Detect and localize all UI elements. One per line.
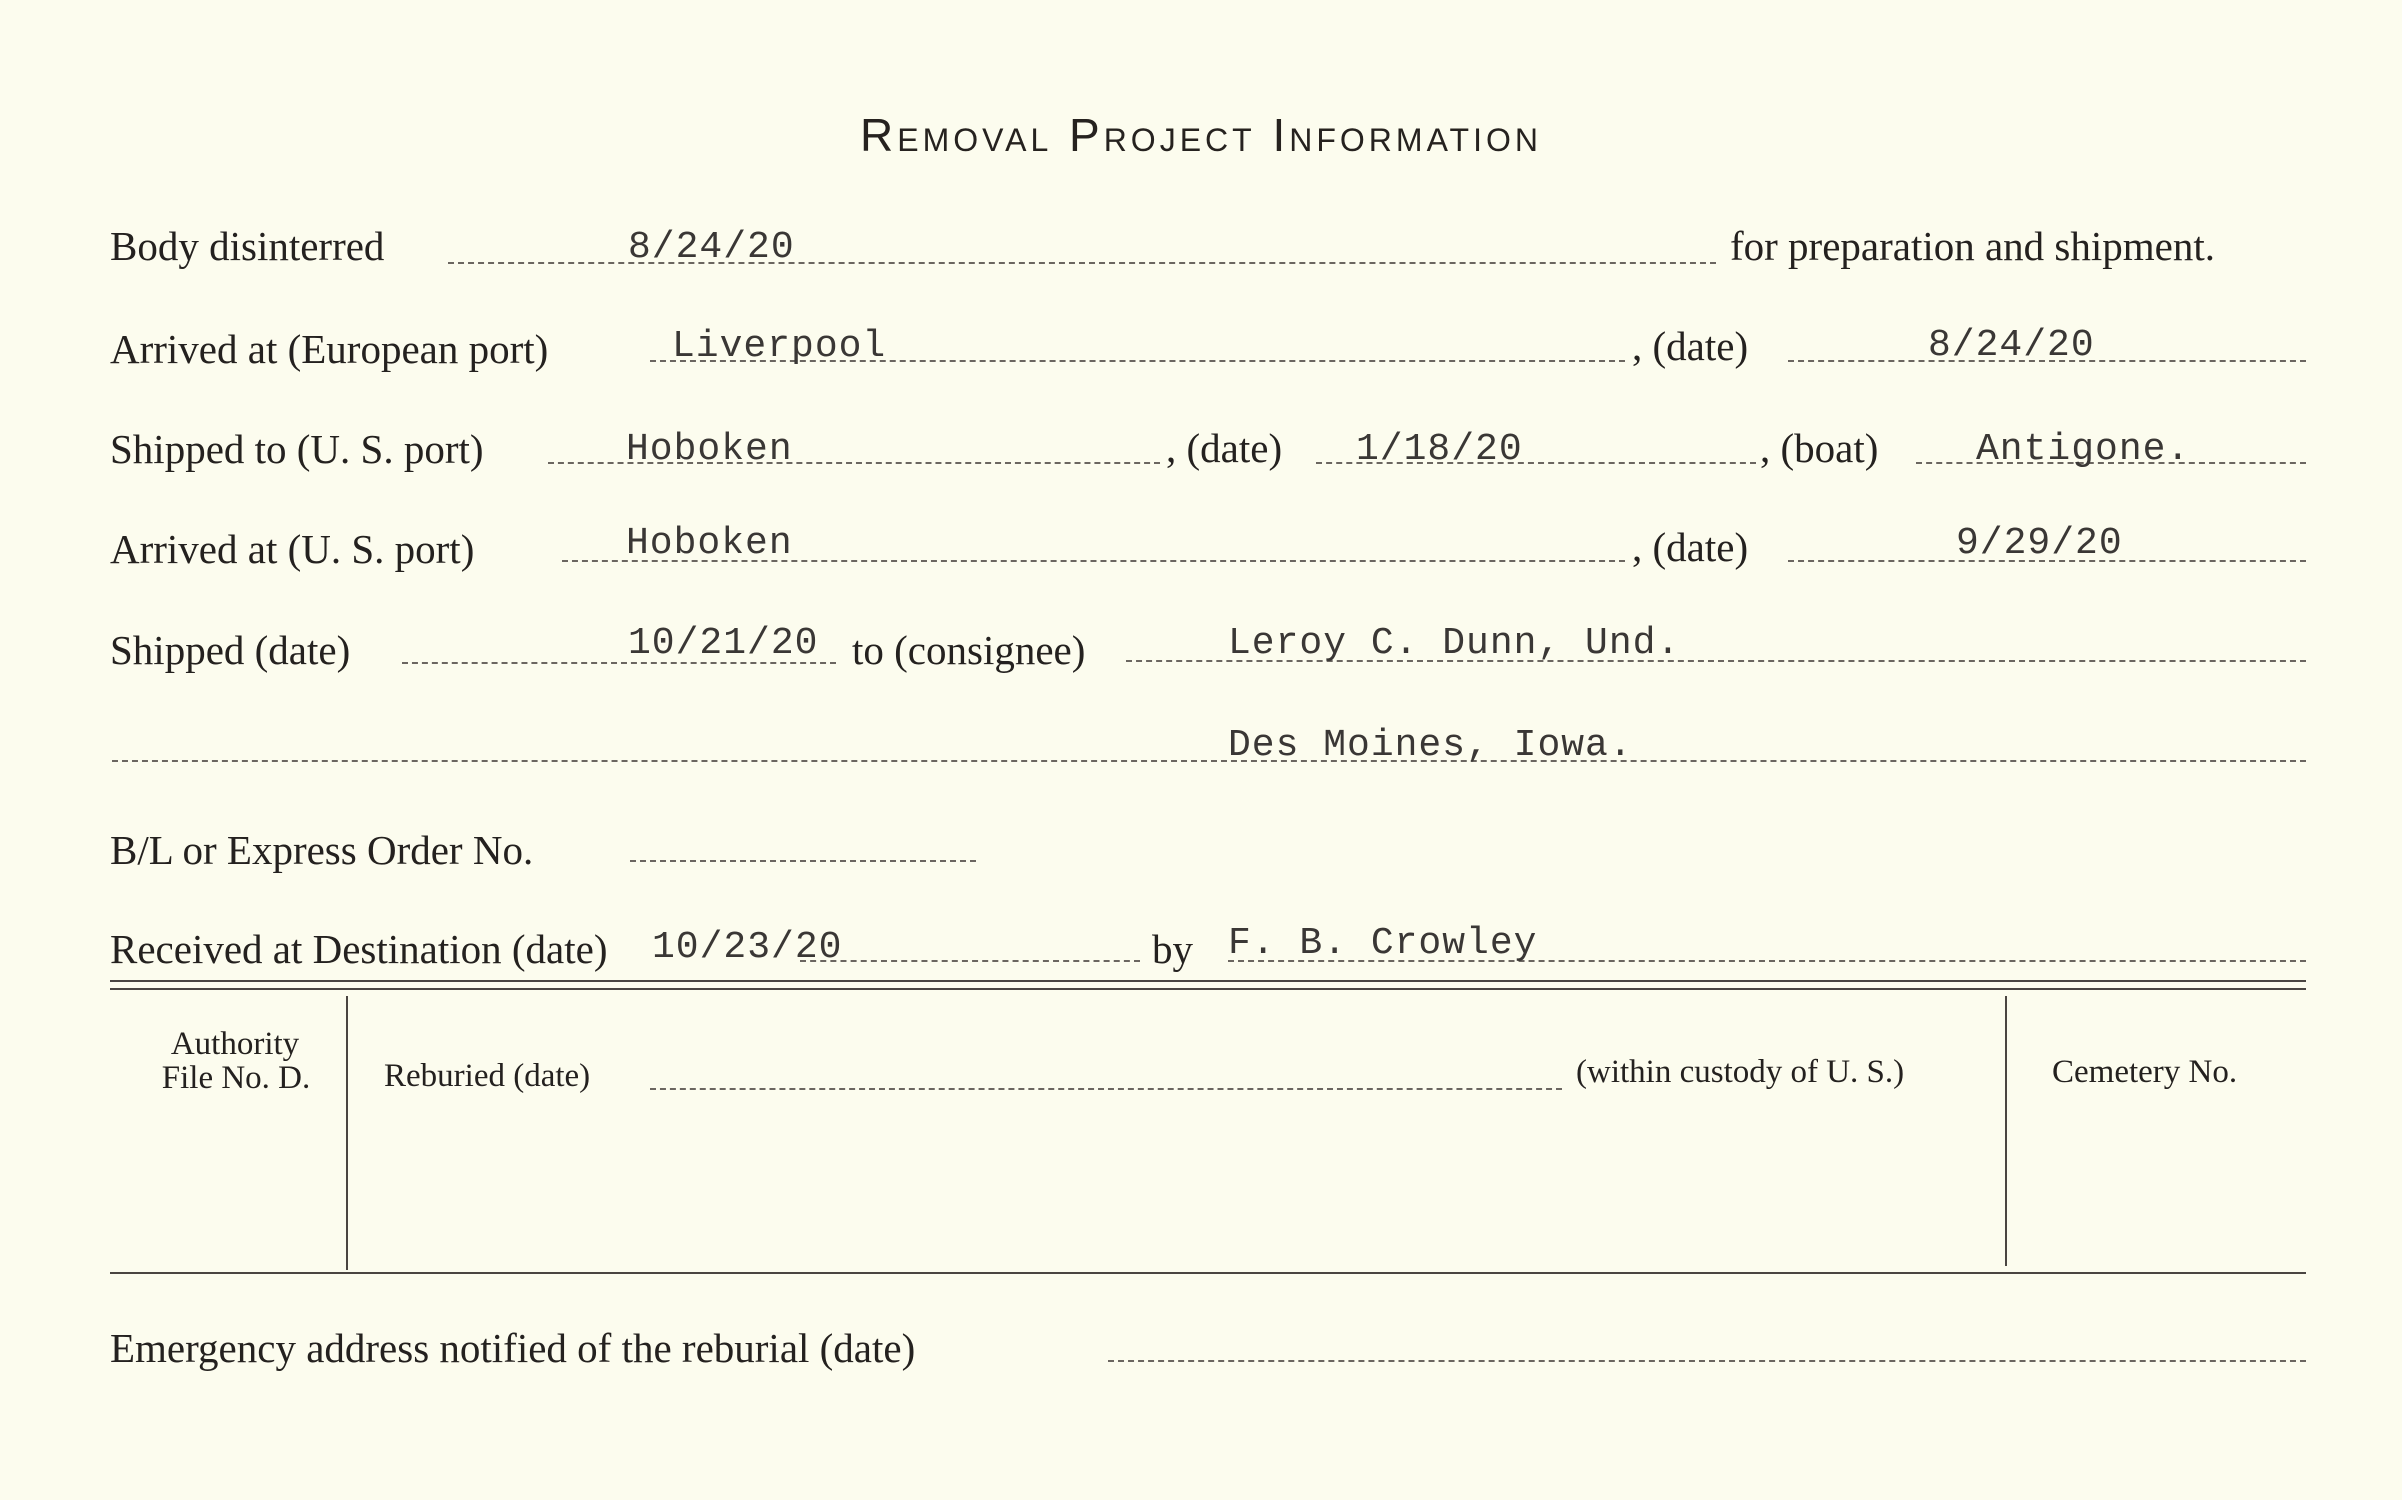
consignee-address-line: [112, 760, 2306, 762]
authority-label-line2: File No. D.: [161, 1060, 311, 1096]
boat-label: , (boat): [1760, 425, 1879, 471]
received-destination-label: Received at Destination (date): [110, 926, 608, 972]
european-date-value: 8/24/20: [1928, 324, 2095, 367]
us-port-shipped-value: Hoboken: [626, 428, 793, 471]
page-title: Removal Project Information: [860, 109, 1542, 161]
shipped-date-row-label: Shipped (date): [110, 627, 351, 673]
received-destination-value: 10/23/20: [652, 926, 843, 969]
shipped-date-row-value: 10/21/20: [628, 622, 819, 665]
european-date-label: , (date): [1632, 323, 1749, 369]
european-port-value: Liverpool: [672, 325, 887, 368]
consignee-label: to (consignee): [852, 627, 1086, 673]
european-port-label: Arrived at (European port): [110, 326, 549, 372]
cemetery-no-label: Cemetery No.: [2052, 1054, 2238, 1090]
preparation-shipment-label: for preparation and shipment.: [1730, 223, 2216, 269]
arrived-date-value: 9/29/20: [1956, 522, 2123, 565]
body-disinterred-value: 8/24/20: [628, 226, 795, 269]
shipped-date-label: , (date): [1166, 425, 1283, 471]
box-bottom-rule: [110, 1272, 2306, 1274]
received-by-value: F. B. Crowley: [1228, 922, 1538, 965]
bl-express-order-label: B/L or Express Order No.: [110, 827, 534, 873]
shipped-date-value: 1/18/20: [1356, 428, 1523, 471]
boat-value: Antigone.: [1976, 428, 2191, 471]
box-top-rule-1: [110, 980, 2306, 982]
consignee-value: Leroy C. Dunn, Und.: [1228, 622, 1681, 665]
us-port-arrived-value: Hoboken: [626, 522, 793, 565]
reburied-date-line: [650, 1088, 1562, 1090]
box-top-rule-2: [110, 988, 2306, 990]
received-destination-line: [800, 960, 1140, 962]
us-port-shipped-label: Shipped to (U. S. port): [110, 426, 484, 472]
authority-label-line1: Authority: [170, 1026, 300, 1062]
emergency-address-label: Emergency address notified of the reburial (date): [110, 1325, 916, 1371]
custody-label: (within custody of U. S.): [1576, 1054, 1905, 1090]
consignee-address-value: Des Moines, Iowa.: [1228, 724, 1633, 767]
emergency-address-line: [1108, 1360, 2306, 1362]
bl-express-order-line: [630, 860, 976, 862]
received-by-label: by: [1152, 926, 1193, 972]
arrived-date-label: , (date): [1632, 524, 1749, 570]
us-port-arrived-label: Arrived at (U. S. port): [110, 526, 475, 572]
box-divider-right: [2005, 996, 2007, 1266]
reburied-date-label: Reburied (date): [384, 1058, 591, 1094]
body-disinterred-label: Body disinterred: [110, 223, 385, 269]
box-divider-left: [346, 996, 348, 1270]
